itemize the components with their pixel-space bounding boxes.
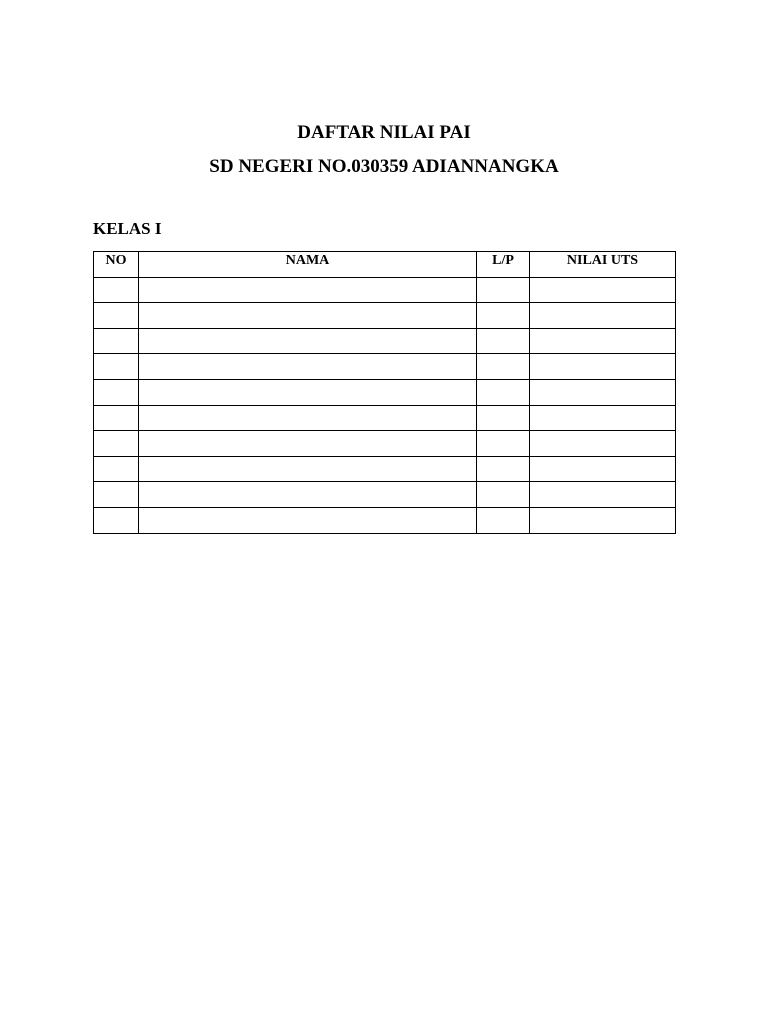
cell-nama	[139, 379, 477, 405]
header-lp: L/P	[477, 252, 530, 278]
cell-no	[94, 431, 139, 457]
cell-nama	[139, 303, 477, 329]
table-row	[94, 456, 676, 482]
cell-lp	[477, 354, 530, 380]
cell-nilai-uts	[530, 431, 676, 457]
header-no: NO	[94, 252, 139, 278]
cell-lp	[477, 303, 530, 329]
cell-no	[94, 354, 139, 380]
cell-nilai-uts	[530, 379, 676, 405]
cell-no	[94, 507, 139, 533]
table-row	[94, 405, 676, 431]
cell-nilai-uts	[530, 303, 676, 329]
class-label: KELAS I	[93, 219, 162, 238]
cell-nilai-uts	[530, 328, 676, 354]
cell-nama	[139, 431, 477, 457]
cell-lp	[477, 328, 530, 354]
document-title: DAFTAR NILAI PAI	[297, 122, 471, 143]
cell-nilai-uts	[530, 354, 676, 380]
cell-lp	[477, 405, 530, 431]
cell-lp	[477, 507, 530, 533]
table-row	[94, 507, 676, 533]
cell-nilai-uts	[530, 507, 676, 533]
cell-no	[94, 277, 139, 303]
cell-lp	[477, 431, 530, 457]
cell-no	[94, 405, 139, 431]
cell-lp	[477, 379, 530, 405]
cell-nilai-uts	[530, 482, 676, 508]
cell-nama	[139, 328, 477, 354]
cell-no	[94, 303, 139, 329]
cell-nama	[139, 482, 477, 508]
grade-table	[93, 251, 676, 534]
cell-nama	[139, 456, 477, 482]
table-row	[94, 303, 676, 329]
school-name: SD NEGERI NO.030359 ADIANNANGKA	[209, 156, 559, 177]
cell-no	[94, 379, 139, 405]
cell-nama	[139, 354, 477, 380]
table-header-row	[94, 252, 676, 278]
cell-no	[94, 328, 139, 354]
cell-lp	[477, 277, 530, 303]
header-nilai-uts: NILAI UTS	[530, 252, 676, 278]
table-row	[94, 277, 676, 303]
cell-nilai-uts	[530, 277, 676, 303]
cell-lp	[477, 456, 530, 482]
header-nama: NAMA	[139, 252, 477, 278]
table-row	[94, 379, 676, 405]
cell-nama	[139, 277, 477, 303]
cell-nilai-uts	[530, 456, 676, 482]
cell-no	[94, 482, 139, 508]
table-row	[94, 328, 676, 354]
cell-nama	[139, 507, 477, 533]
cell-nilai-uts	[530, 405, 676, 431]
cell-lp	[477, 482, 530, 508]
cell-no	[94, 456, 139, 482]
table-row	[94, 431, 676, 457]
cell-nama	[139, 405, 477, 431]
table-row	[94, 354, 676, 380]
table-row	[94, 482, 676, 508]
